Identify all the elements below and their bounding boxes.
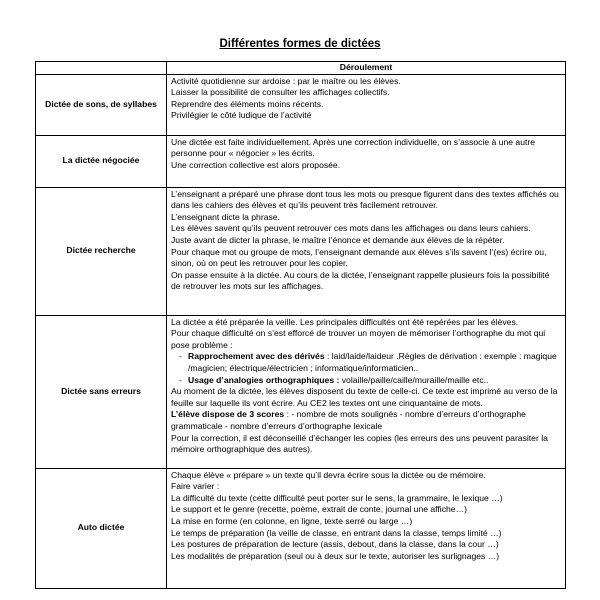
strategy-text: : laid/laide/laideur .Règles de dérivation : exemple : magique /magicien; électrique/électricien ; informatique/informaticien.. [188,351,557,373]
scores-lead: L’élève dispose de 3 scores [171,409,285,420]
dictation-table [35,61,566,589]
row-label: Dictée recherche [36,187,167,315]
text-line: Pour la correction, il est déconseillé d’échanger les copies (les erreurs des uns peuvent parasiter la mémoire orthographique des autres). [171,432,548,455]
text-line: Les élèves savent qu’ils peuvent retrouver ces mots dans les affichages ou dans leurs cahiers. [171,223,531,234]
text-line: L’enseignant a préparé une phrase dont tous les mots ou presque figurent dans des textes affichés ou dans les cahiers des élèves et qu’ils peuvent très facilement retrouver. [171,188,559,211]
text-line: Les postures de préparation de lecture (assis, debout, dans la classe, dans la cour …) [171,539,499,550]
text-line: Au moment de la dictée, les élèves disposent du texte de celle-ci. Ce texte est imprimé au verso de la feuille sur laquelle ils vont écrire. Au CE2 les textes ont une cinquantaine de mots. [171,386,558,408]
row-content [167,74,566,135]
text-line: Laisser la possibilité de consulter les affichages collectifs. [171,87,390,98]
table-row [36,135,566,187]
dash-marker: - [179,374,182,385]
table-row [36,74,566,135]
text-line: Juste avant de dicter la phrase, le maître l’énonce et demande aux élèves de la répéter. [171,234,505,245]
strategy-list [171,351,561,386]
text-line: La dictée a été préparée la veille. Les principales difficultés ont été repérées par les élèves. [171,316,519,327]
row-content [167,187,566,315]
text-line: Chaque élève « prépare » un texte qu’il devra écrire sous la dictée ou de mémoire. [171,469,486,480]
header-empty-cell [36,62,167,75]
row-label: Auto dictée [36,468,167,588]
text-line: On passe ensuite à la dictée. Au cours de la dictée, l’enseignant rappelle plusieurs fois la possibilité de retrouver les mots sur les affichages. [171,269,550,292]
text-line: La difficulté du texte (cette difficulté peut porter sur le sens, la grammaire, le lexique …) [171,492,503,503]
table-row [36,468,566,588]
row-content [167,135,566,187]
table-row [36,315,566,468]
text-line: Le temps de préparation (la veille de classe, en entrant dans la classe, temps limité …) [171,527,502,538]
text-line: Privilégier le côté ludique de l’activité [171,110,312,121]
text-line: Pour chaque mot ou groupe de mots, l’enseignant demande aux élèves s’ils savent l’(es) écrire ou, sinon, où on peut les retrouver pour les copier. [171,246,547,269]
row-label: La dictée négociée [36,135,167,187]
text-line: Le support et le genre (recette, poème, extrait de conte, journal une affiche…) [171,504,468,515]
row-content [167,315,566,468]
dash-marker: - [179,351,182,362]
text-line: La mise en forme (en colonne, en ligne, texte serré ou large …) [171,515,413,526]
list-item [179,351,561,374]
text-line: Pour chaque difficulté on s’est efforcé de trouver un moyen de mémoriser l’orthographe du mot qui pose problème : [171,328,546,350]
table-header-row [36,62,566,75]
strategy-title: Rapprochement avec des dérivés [188,351,325,362]
page-title: Différentes formes de dictées [219,38,381,50]
text-line: Les modalités de préparation (seul ou à deux sur le texte, autoriser les surlignages …) [171,550,500,561]
row-label: Dictée sans erreurs [36,315,167,468]
scores-text: : - nombre de mots soulignés - nombre d’erreurs d’orthographe grammaticale - nombre d’erreurs d’orthographe lexicale [171,409,526,431]
strategy-title: Usage d’analogies orthographiques : [188,374,340,385]
strategy-text: volaille/paille/caille/muraille/maille etc.. [339,374,489,385]
text-line: Une correction collective est alors proposée. [171,159,341,170]
header-deroulement: Déroulement [167,62,566,75]
text-line: L’enseignant dicte la phrase. [171,211,280,222]
text-line: Une dictée est faite individuellement. Après une correction individuelle, on s’associe à une autre personne pour « négocier » les écrits. [171,136,536,159]
text-line: Reprendre des éléments moins récents. [171,98,324,109]
list-item [179,375,561,387]
table-row [36,187,566,315]
text-line: Activité quotidienne sur ardoise : par le maître ou les élèves. [171,75,401,86]
text-line [171,409,561,432]
row-label: Dictée de sons, de syllabes [36,74,167,135]
text-line: Faire varier : [171,481,220,492]
row-content [167,468,566,588]
